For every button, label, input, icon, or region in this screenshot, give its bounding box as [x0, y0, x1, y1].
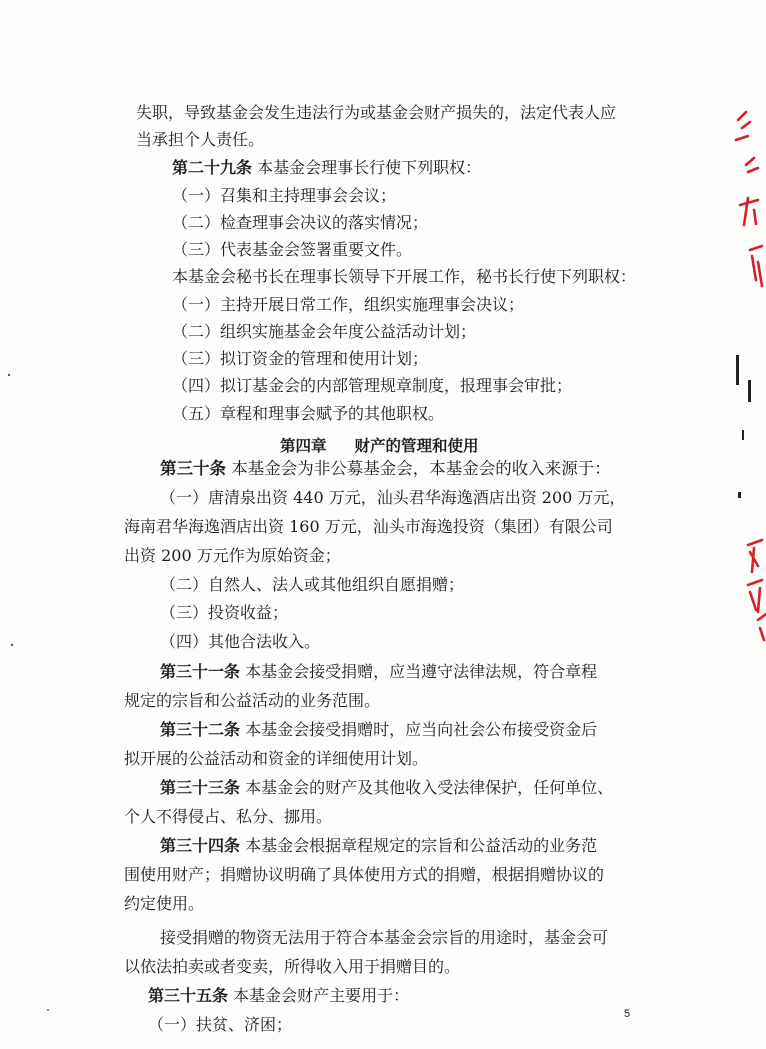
text-line: 规定的宗旨和公益活动的业务范围。	[124, 691, 381, 710]
list-item: （一）扶贫、济困；	[148, 1015, 293, 1034]
article-number: 第三十五条	[148, 986, 229, 1005]
text-line: 接受捐赠的物资无法用于符合本基金会宗旨的用途时，基金会可	[160, 928, 609, 947]
page-number: 5	[624, 1008, 631, 1020]
list-item: （二）自然人、法人或其他组织自愿捐赠；	[160, 575, 465, 594]
list-item: （二）组织实施基金会年度公益活动计划；	[172, 322, 477, 341]
list-item: （二）检查理事会决议的落实情况；	[172, 213, 429, 232]
text-line: 出资 200 万元作为原始资金；	[124, 546, 341, 565]
list-item: （一）主持开展日常工作，组织实施理事会决议；	[172, 295, 525, 314]
text-line: 本基金会秘书长在理事长领导下开展工作，秘书长行使下列职权：	[172, 267, 637, 286]
text-line: 约定使用。	[124, 894, 205, 913]
article-line	[160, 720, 597, 740]
article-line	[160, 662, 597, 682]
article-number: 第二十九条	[172, 158, 253, 177]
chapter-title: 财产的管理和使用	[354, 437, 479, 455]
article-line	[160, 459, 611, 479]
list-item: （一）唐清泉出资 440 万元，汕头君华海逸酒店出资 200 万元，	[160, 488, 626, 507]
article-text: 本基金会的财产及其他收入受法律保护，任何单位、	[240, 778, 614, 797]
text-line: 海南君华海逸酒店出资 160 万元，汕头市海逸投资（集团）有限公司	[124, 517, 613, 536]
article-line	[172, 158, 481, 178]
article-number: 第三十四条	[160, 836, 241, 855]
article-line	[160, 778, 613, 798]
list-item: （四）其他合法收入。	[160, 632, 321, 651]
list-item: （三）代表基金会签署重要文件。	[172, 240, 413, 259]
article-number: 第三十二条	[160, 720, 241, 739]
text-line: 以依法拍卖或者变卖，所得收入用于捐赠目的。	[124, 957, 461, 976]
text-line: 当承担个人责任。	[136, 130, 265, 149]
text-line: 拟开展的公益活动和资金的详细使用计划。	[124, 749, 429, 768]
seal-stamp-fragment	[728, 0, 766, 700]
article-text: 本基金会财产主要用于：	[228, 986, 410, 1005]
article-number: 第三十三条	[160, 778, 241, 797]
article-text: 本基金会理事长行使下列职权：	[252, 158, 482, 177]
list-item: （四）拟订基金会的内部管理规章制度，报理事会审批；	[172, 376, 573, 395]
text-line: 个人不得侵占、私分、挪用。	[124, 807, 333, 826]
article-text: 本基金会根据章程规定的宗旨和公益活动的业务范	[240, 836, 598, 855]
chapter-number: 第四章	[280, 437, 327, 455]
text-line: 围使用财产；捐赠协议明确了具体使用方式的捐赠，根据捐赠协议的	[124, 865, 605, 884]
list-item: （三）投资收益；	[160, 603, 289, 622]
article-text: 本基金会为非公募基金会，本基金会的收入来源于：	[226, 459, 611, 478]
article-line	[160, 836, 597, 856]
list-item: （一）召集和主持理事会会议；	[172, 186, 397, 205]
article-text: 本基金会接受捐赠时，应当向社会公布接受资金后	[240, 720, 598, 739]
list-item: （三）拟订资金的管理和使用计划；	[172, 349, 429, 368]
list-item: （五）章程和理事会赋予的其他职权。	[172, 404, 445, 423]
article-text: 本基金会接受捐赠，应当遵守法律法规，符合章程	[240, 662, 598, 681]
article-number: 第三十一条	[160, 662, 241, 681]
article-line	[148, 986, 409, 1006]
chapter-heading	[280, 434, 479, 456]
text-line: 失职，导致基金会发生违法行为或基金会财产损失的，法定代表人应	[136, 103, 617, 122]
article-number: 第三十条	[160, 459, 226, 478]
